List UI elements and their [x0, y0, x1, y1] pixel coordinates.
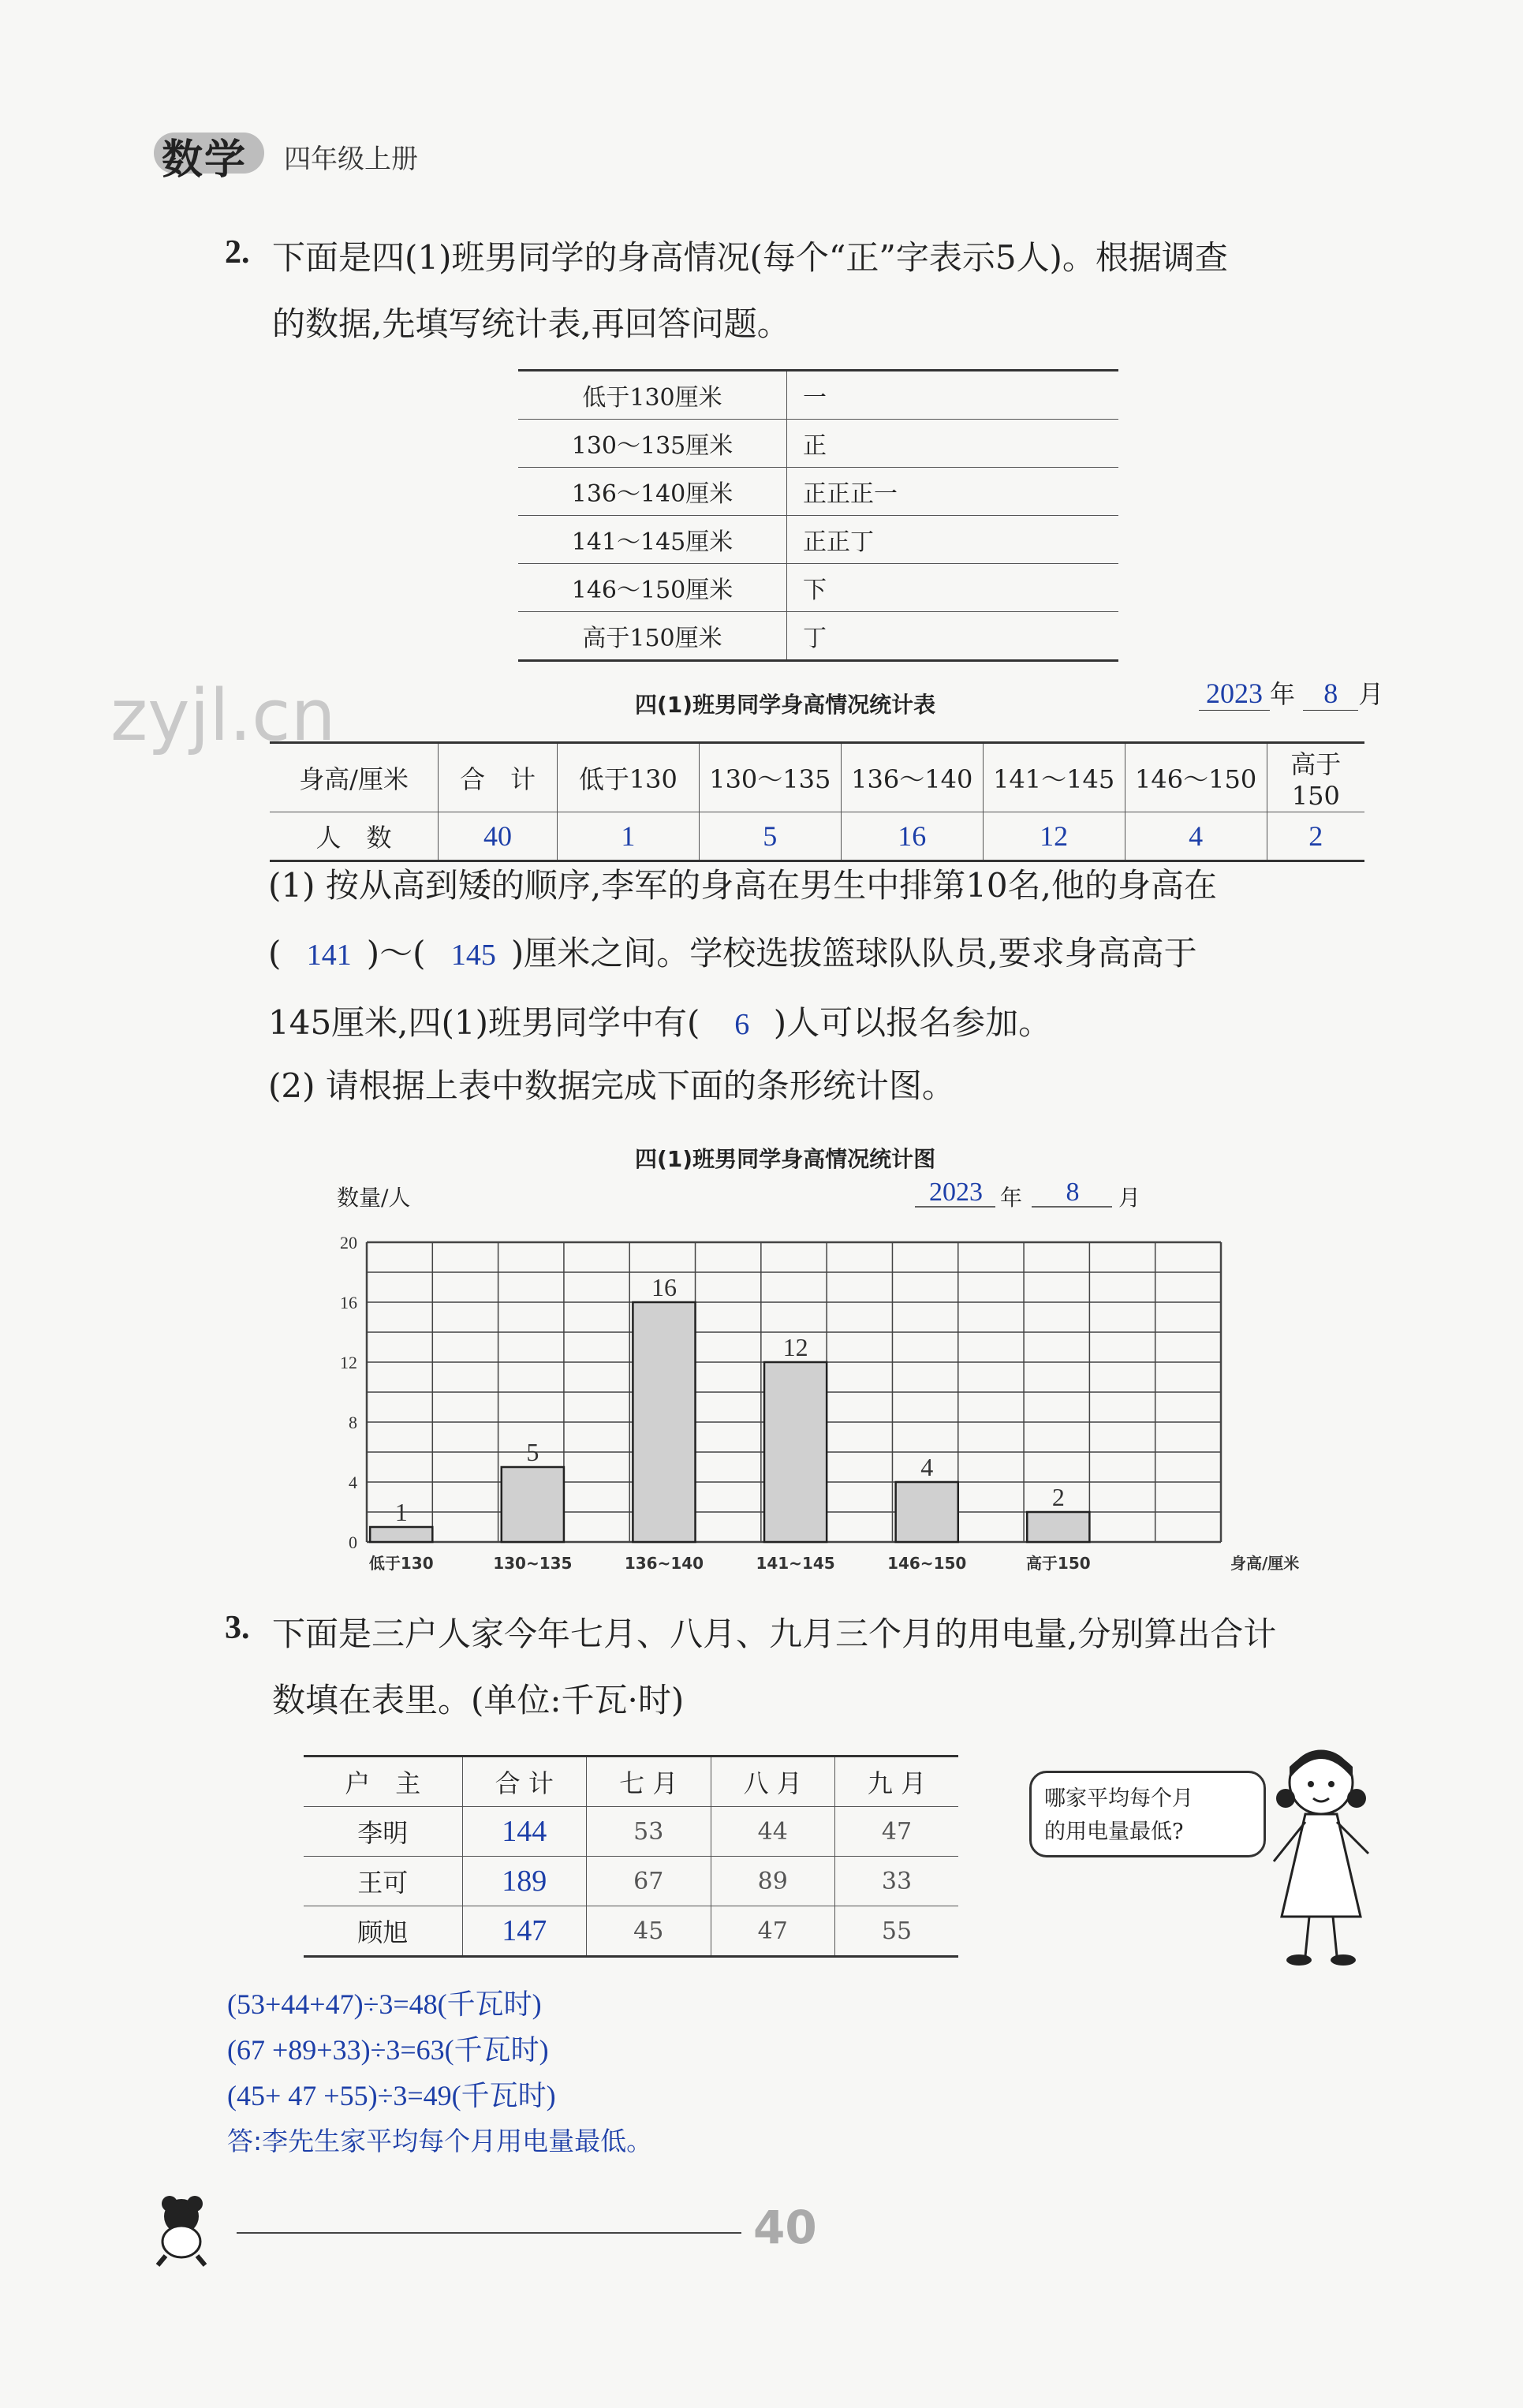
electricity-row [304, 1807, 958, 1857]
answer-block [227, 1981, 652, 2164]
electricity-header-cell: 七 月 [587, 1757, 711, 1807]
sub1-line2-rest: )厘米之间。学校选拔篮球队队员,要求身高高于 [510, 934, 1197, 973]
tally-marks: 丁 [787, 612, 1119, 661]
y-tick-label: 8 [349, 1413, 357, 1432]
chart-year: 2023 [929, 1178, 983, 1207]
tally-row [518, 516, 1118, 564]
electricity-m7: 45 [587, 1906, 711, 1957]
tally-marks: 一 [787, 371, 1119, 420]
stat-table-year: 2023 [1199, 677, 1270, 711]
sub1-line3-start: 145厘米,四(1)班男同学中有( [268, 1003, 700, 1042]
x-axis-label: 身高/厘米 [1230, 1554, 1300, 1573]
mascot-icon [146, 2193, 225, 2268]
q3-text [272, 1601, 1408, 1734]
bar [764, 1362, 827, 1542]
electricity-m8: 89 [711, 1857, 835, 1906]
page-number: 40 [753, 2201, 817, 2254]
chart-title: 四(1)班男同学身高情况统计图 [635, 1146, 936, 1172]
bar-value-label: 4 [920, 1453, 934, 1481]
q2-sub1 [268, 852, 1412, 1058]
electricity-m7: 67 [587, 1857, 711, 1906]
electricity-m7: 53 [587, 1807, 711, 1857]
x-category-label: 高于150 [1025, 1554, 1091, 1573]
stat-label: 人 数 [270, 812, 439, 861]
stat-table-date [1199, 674, 1383, 711]
bar-value-label: 5 [526, 1438, 539, 1466]
answer-count: 6 [734, 1008, 750, 1041]
electricity-header-cell: 合 计 [462, 1757, 587, 1807]
tally-row [518, 371, 1118, 420]
electricity-name: 王可 [304, 1857, 462, 1906]
x-category-label: 136~140 [624, 1554, 704, 1573]
stat-header-cell: 身高/厘米 [270, 743, 439, 812]
y-tick-label: 12 [340, 1353, 357, 1372]
speech-bubble [1029, 1771, 1266, 1857]
bubble-line-2: 的用电量最低? [1044, 1820, 1184, 1844]
electricity-name: 顾旭 [304, 1906, 462, 1957]
chart-month: 8 [1066, 1178, 1080, 1207]
watermark: zyjl.cn [110, 674, 336, 757]
chart-month-unit: 月 [1118, 1185, 1141, 1211]
q2-sub1-line-1: (1) 按从高到矮的顺序,李军的身高在男生中排第10名,他的身高在 [268, 866, 1217, 905]
electricity-m9: 47 [835, 1807, 958, 1857]
q2-sub1-line-2 [268, 920, 1412, 989]
electricity-total: 147 [462, 1906, 587, 1957]
x-category-label: 146~150 [887, 1554, 967, 1573]
electricity-m9: 33 [835, 1857, 958, 1906]
q2-number: 2. [225, 234, 250, 271]
bar-value-label: 1 [394, 1498, 408, 1526]
electricity-total: 189 [462, 1857, 587, 1906]
tally-marks: 下 [787, 564, 1119, 612]
header-subtitle: 四年级上册 [284, 144, 418, 175]
stat-value: 2 [1267, 812, 1364, 861]
x-category-label: 低于130 [368, 1554, 434, 1573]
bar-value-label: 2 [1051, 1483, 1065, 1511]
tally-row [518, 420, 1118, 468]
bar-value-label: 12 [782, 1333, 808, 1361]
tally-range: 高于150厘米 [518, 612, 787, 661]
q3-number: 3. [225, 1610, 250, 1646]
y-tick-label: 4 [349, 1473, 357, 1492]
y-axis-label: 数量/人 [337, 1185, 411, 1211]
tally-table [518, 369, 1118, 662]
tally-range: 130～135厘米 [518, 420, 787, 468]
x-category-label: 130~135 [493, 1554, 573, 1573]
stat-value: 4 [1125, 812, 1267, 861]
bubble-line-1: 哪家平均每个月 [1044, 1786, 1193, 1811]
bar [1027, 1512, 1089, 1542]
stat-value: 1 [557, 812, 699, 861]
bar [502, 1467, 564, 1542]
stat-header-cell: 146～150 [1125, 743, 1267, 812]
electricity-row [304, 1906, 958, 1957]
y-tick-label: 20 [340, 1233, 357, 1253]
stat-table-title: 四(1)班男同学身高情况统计表 [635, 692, 936, 718]
electricity-row [304, 1857, 958, 1906]
answer-line-2: (67 +89+33)÷3=63(千瓦时) [227, 2034, 549, 2066]
sub1-line3-end: )人可以报名参加。 [773, 1003, 1052, 1042]
q2-sub1-line-3 [268, 989, 1412, 1058]
stat-value: 12 [983, 812, 1125, 861]
q3-line-2: 数填在表里。(单位:千瓦·时) [272, 1681, 685, 1719]
electricity-header-cell: 八 月 [711, 1757, 835, 1807]
stat-value: 40 [439, 812, 558, 861]
q2-line-1: 下面是四(1)班男同学的身高情况(每个“正”字表示5人)。根据调查 [272, 238, 1228, 277]
stat-header-cell: 低于130 [557, 743, 699, 812]
electricity-table [304, 1755, 958, 1958]
paren-mid: )～( [366, 934, 426, 973]
header-title: 数学 [162, 126, 247, 185]
bar-value-label: 16 [651, 1273, 677, 1301]
stat-table [270, 741, 1364, 862]
y-tick-label: 0 [349, 1533, 357, 1552]
q2-line-2: 的数据,先填写统计表,再回答问题。 [272, 304, 790, 343]
x-category-label: 141~145 [756, 1554, 835, 1573]
q3-line-1: 下面是三户人家今年七月、八月、九月三个月的用电量,分别算出合计 [272, 1615, 1277, 1653]
tally-marks: 正 [787, 420, 1119, 468]
stat-header-cell: 130～135 [699, 743, 841, 812]
answer-height-high: 145 [450, 939, 496, 972]
tally-range: 141～145厘米 [518, 516, 787, 564]
bar [370, 1527, 432, 1542]
tally-range: 低于130厘米 [518, 371, 787, 420]
q2-sub2: (2) 请根据上表中数据完成下面的条形统计图。 [268, 1066, 955, 1105]
stat-header-cell: 高于150 [1267, 743, 1364, 812]
bar [896, 1482, 958, 1542]
answer-line-1: (53+44+47)÷3=48(千瓦时) [227, 1988, 542, 2020]
electricity-total: 144 [462, 1807, 587, 1857]
y-tick-label: 16 [340, 1293, 357, 1312]
stat-header-cell: 合 计 [439, 743, 558, 812]
bar [633, 1302, 695, 1542]
tally-marks: 正正丁 [787, 516, 1119, 564]
stat-table-year-unit: 年 [1270, 679, 1296, 709]
answer-line-4: 答:李先生家平均每个月用电量最低。 [227, 2126, 653, 2156]
electricity-header-cell: 九 月 [835, 1757, 958, 1807]
tally-row [518, 468, 1118, 516]
bar-chart [315, 1175, 1341, 1585]
girl-illustration [1250, 1735, 1392, 1972]
tally-range: 146～150厘米 [518, 564, 787, 612]
footer-line [237, 2232, 741, 2234]
tally-marks: 正正正一 [787, 468, 1119, 516]
chart-year-unit: 年 [1000, 1185, 1023, 1211]
answer-line-3: (45+ 47 +55)÷3=49(千瓦时) [227, 2080, 556, 2111]
stat-header-cell: 141～145 [983, 743, 1125, 812]
electricity-header-cell: 户 主 [304, 1757, 462, 1807]
paren-open: ( [268, 934, 282, 973]
answer-height-low: 141 [306, 939, 352, 972]
stat-table-month: 8 [1303, 677, 1358, 711]
stat-header-cell: 136～140 [841, 743, 983, 812]
tally-row [518, 564, 1118, 612]
q2-text [272, 225, 1408, 357]
tally-row [518, 612, 1118, 661]
stat-value: 16 [841, 812, 983, 861]
electricity-m9: 55 [835, 1906, 958, 1957]
tally-range: 136～140厘米 [518, 468, 787, 516]
electricity-name: 李明 [304, 1807, 462, 1857]
electricity-m8: 44 [711, 1807, 835, 1857]
electricity-m8: 47 [711, 1906, 835, 1957]
stat-table-month-unit: 月 [1358, 679, 1384, 709]
stat-value: 5 [699, 812, 841, 861]
